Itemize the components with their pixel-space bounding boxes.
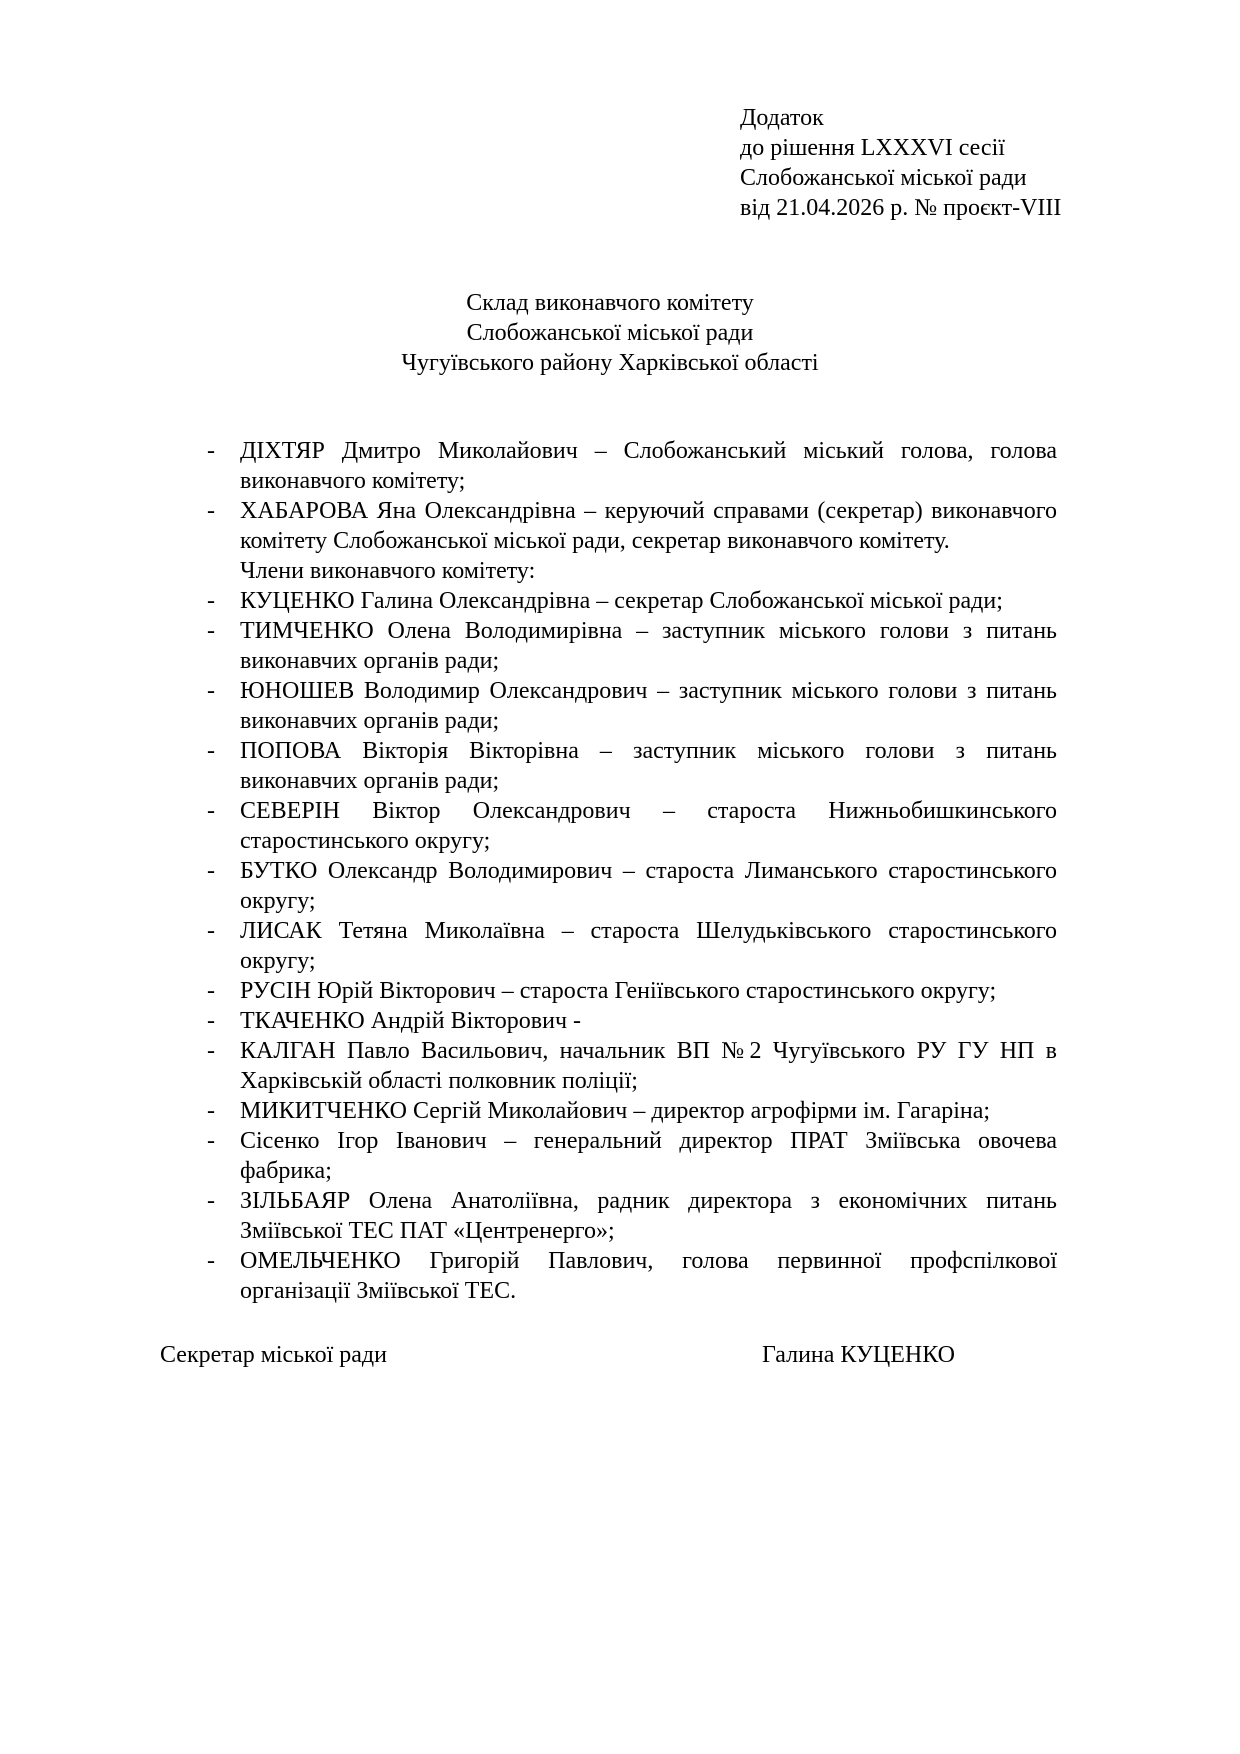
list-item-marker: - [207,1248,215,1274]
list-item-marker: - [207,738,215,764]
list-item-text: ЗІЛЬБАЯР Олена Анатоліївна, радник директора з економічних питань Зміївської ТЕС ПАТ «Центренерго»; [240,1188,1057,1244]
signature-name: Галина КУЦЕНКО [761,1342,955,1368]
list-item [205,1096,1057,1126]
list-item-text: Члени виконавчого комітету: [240,558,536,584]
appendix-header [740,103,1160,223]
document-title-line: Слобожанської міської ради [466,320,754,346]
list-item-text: ПОПОВА Вікторія Вікторівна – заступник міського голови з питань виконавчих органів ради; [240,738,1057,794]
list-item-marker: - [207,978,215,1004]
list-item-text: КУЦЕНКО Галина Олександрівна – секретар Слобожанської міської ради; [240,588,1003,614]
list-item [205,976,1057,1006]
list-item [205,736,1057,796]
signature-position: Секретар міської ради [160,1342,387,1368]
list-item-marker: - [207,858,215,884]
list-item [205,436,1057,496]
list-item [205,616,1057,676]
list-item-text: ОМЕЛЬЧЕНКО Григорій Павлович, голова первинної профспілкової організації Зміївської ТЕС. [240,1248,1057,1304]
list-item-text: ЛИСАК Тетяна Миколаївна – староста Шелудьківського старостинського округу; [240,918,1057,974]
appendix-header-line: Слобожанської міської ради [740,165,1027,191]
list-item-marker: - [207,918,215,944]
list-item-marker: - [207,1038,215,1064]
list-item [205,1006,1057,1036]
list-item [205,556,1057,586]
list-item-text: СЕВЕРІН Віктор Олександрович – староста Нижньобишкинського старостинського округу; [240,798,1057,854]
list-item-text: ТКАЧЕНКО Андрій Вікторович - [240,1008,582,1034]
list-item-text: Сісенко Ігор Іванович – генеральний директор ПРАТ Зміївська овочева фабрика; [240,1128,1057,1184]
list-item [205,916,1057,976]
list-item-marker: - [207,1098,215,1124]
list-item [205,496,1057,556]
list-item-text: РУСІН Юрій Вікторович – староста Геніївського старостинського округу; [240,978,997,1004]
list-item-marker: - [207,438,215,464]
list-item-text: МИКИТЧЕНКО Сергій Миколайович – директор агрофірми ім. Гагаріна; [240,1098,991,1124]
document-title-line: Чугуївського району Харківської області [401,350,819,376]
list-item-text: ХАБАРОВА Яна Олександрівна – керуючий справами (секретар) виконавчого комітету Слобожанської міської ради, секретар виконавчого комітету. [240,498,1057,554]
appendix-header-line: від 21.04.2026 р. № проєкт-VIII [740,195,1062,221]
list-item-marker: - [207,498,215,524]
list-item [205,1186,1057,1246]
list-item-marker: - [207,1128,215,1154]
document-title-line: Склад виконавчого комітету [466,290,754,316]
list-item-text: ДІХТЯР Дмитро Миколайович – Слобожанський міський голова, голова виконавчого комітету; [240,438,1057,494]
list-item-text: ТИМЧЕНКО Олена Володимирівна – заступник міського голови з питань виконавчих органів ради; [240,618,1057,674]
list-item-text: КАЛГАН Павло Васильович, начальник ВП №2 Чугуївського РУ ГУ НП в Харківській області полковник поліції; [240,1038,1057,1094]
list-item-marker: - [207,588,215,614]
appendix-header-line: до рішення LXXXVI сесії [740,135,1005,161]
list-item-marker: - [207,1188,215,1214]
member-list [205,436,1057,1306]
list-item-marker: - [207,1008,215,1034]
list-item-marker: - [207,678,215,704]
list-item [205,1246,1057,1306]
list-item [205,856,1057,916]
list-item-marker: - [207,798,215,824]
list-item [205,796,1057,856]
list-item [205,676,1057,736]
list-item-text: БУТКО Олександр Володимирович – староста Лиманського старостинського округу; [240,858,1057,914]
list-item [205,1036,1057,1096]
list-item-marker: - [207,618,215,644]
list-item-text: ЮНОШЕВ Володимир Олександрович – заступник міського голови з питань виконавчих органів ради; [240,678,1057,734]
list-item [205,586,1057,616]
document-title [170,288,1050,378]
appendix-header-line: Додаток [740,105,824,131]
list-item [205,1126,1057,1186]
